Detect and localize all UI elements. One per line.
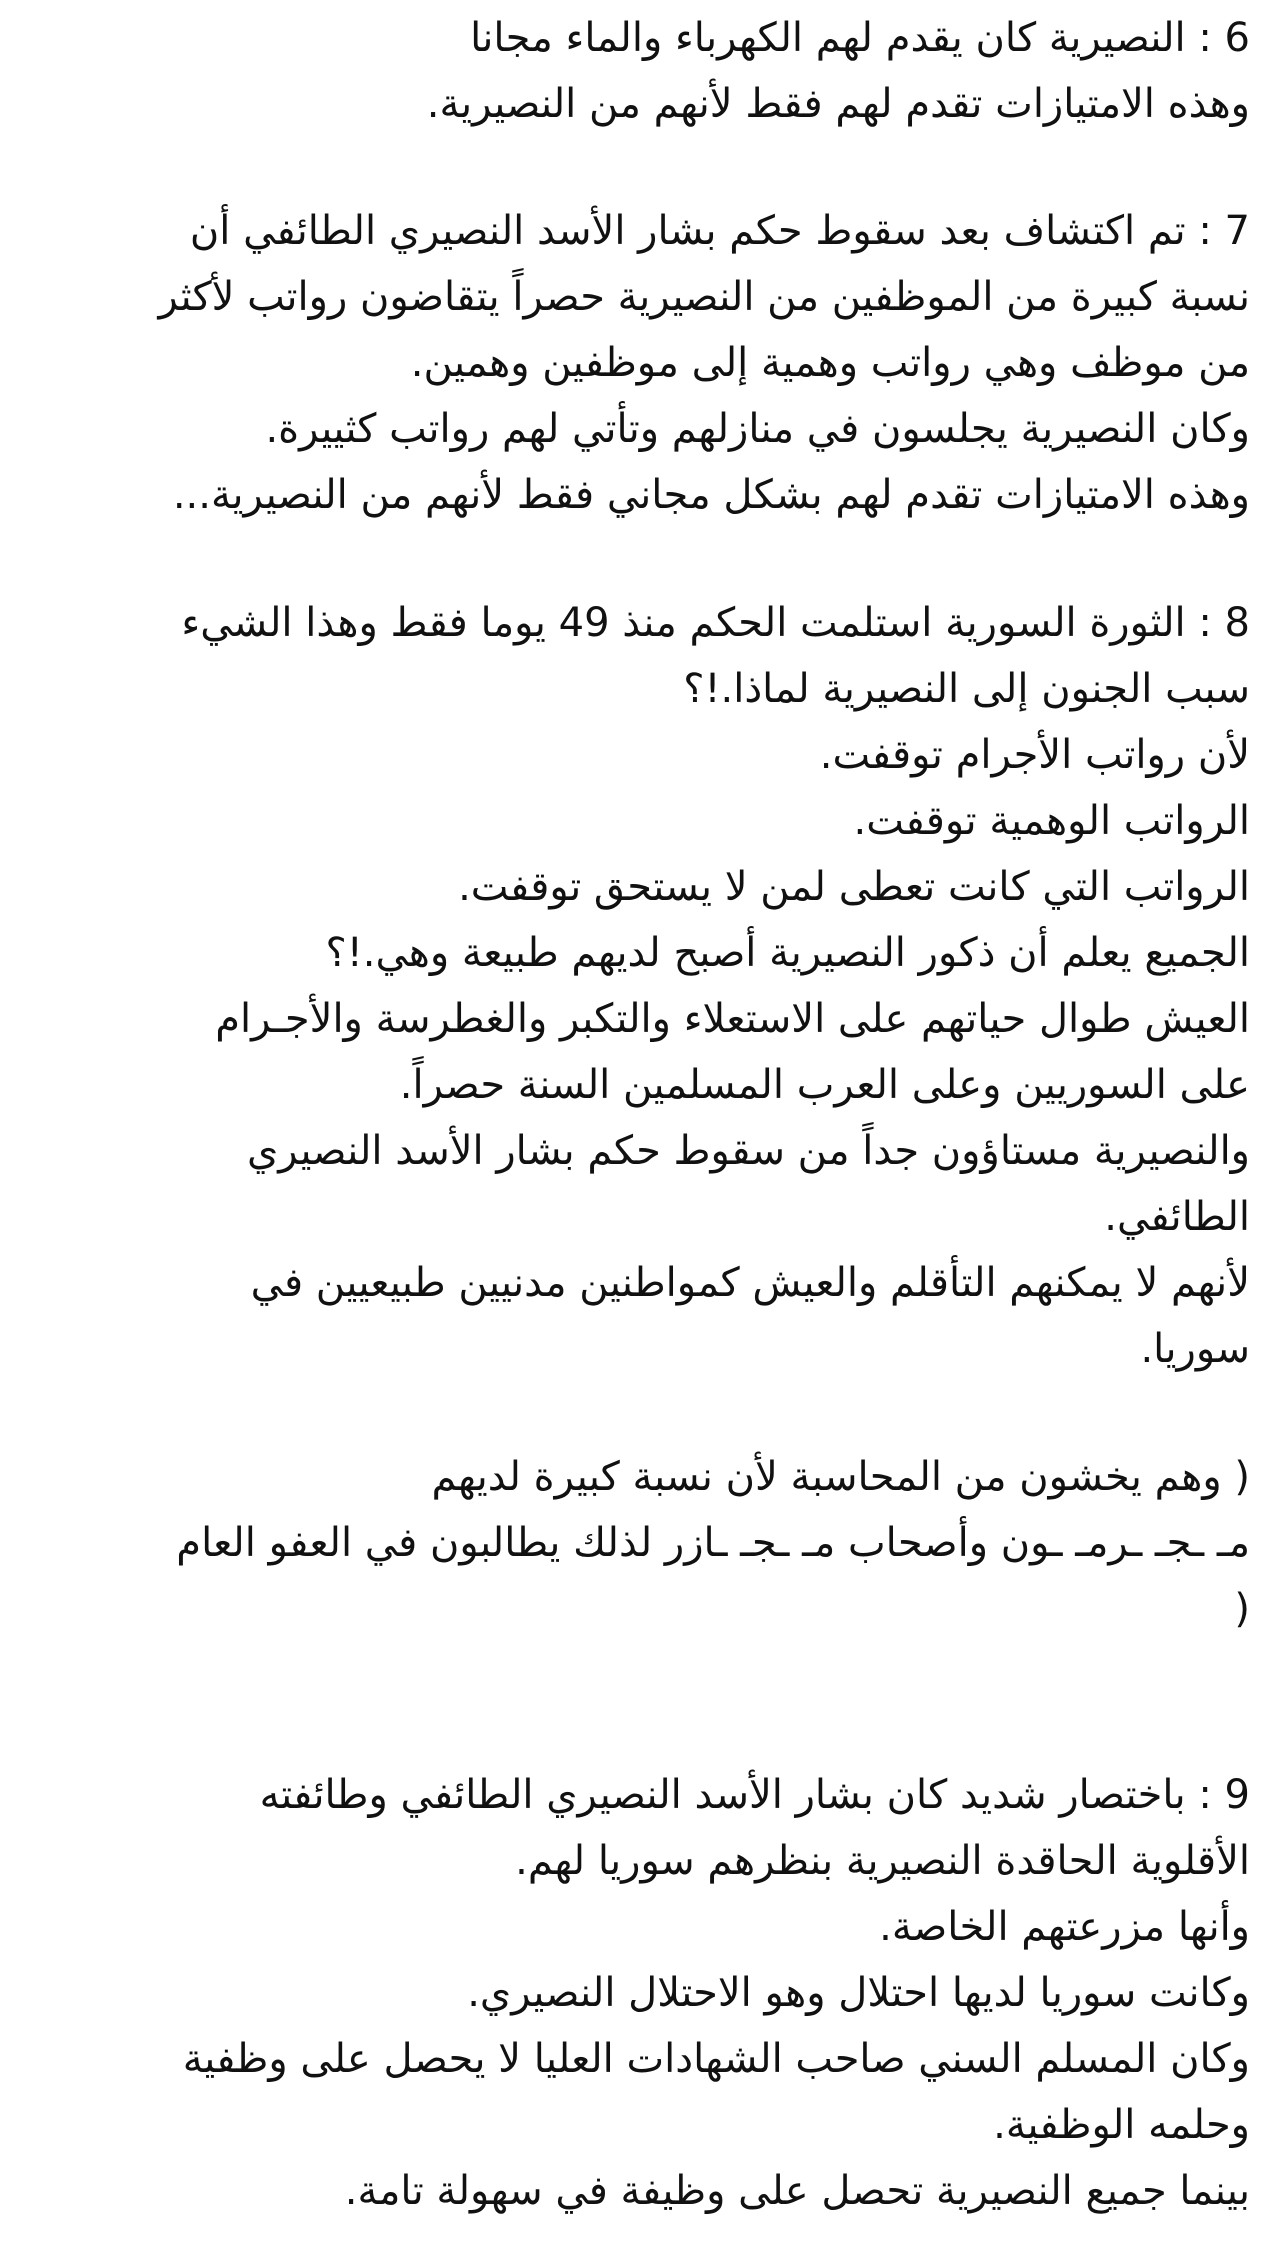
text-line: وهذه الامتيازات تقدم لهم فقط لأنهم من النصيرية.	[426, 81, 1250, 127]
text-line: من موظف وهي رواتب وهمية إلى موظفين وهمين.	[410, 340, 1250, 386]
text-line: 8 : الثورة السورية استلمت الحكم منذ 49 يوما فقط وهذا الشيء	[181, 600, 1250, 646]
text-line: العيش طوال حياتهم على الاستعلاء والتكبر والغطرسة والأجـرام	[215, 996, 1250, 1042]
text-line: 9 : باختصار شديد كان بشار الأسد النصيري الطائفي وطائفته	[259, 1772, 1250, 1818]
text-line: سبب الجنون إلى النصيرية لماذا.!؟	[683, 666, 1250, 712]
text-line: ( وهم يخشون من المحاسبة لأن نسبة كبيرة لديهم	[431, 1454, 1250, 1500]
text-line: والنصيرية مستاؤون جداً من سقوط حكم بشار الأسد النصيري	[246, 1128, 1250, 1174]
text-line: سوريا.	[1140, 1326, 1250, 1372]
text-line: بينما جميع النصيرية تحصل على وظيفة في سهولة تامة.	[344, 2168, 1250, 2214]
text-line: الأقلوية الحاقدة النصيرية بنظرهم سوريا لهم.	[515, 1838, 1250, 1884]
text-line: الطائفي.	[1104, 1194, 1250, 1240]
text-line: وكان المسلم السني صاحب الشهادات العليا لا يحصل على وظفية	[182, 2036, 1250, 2082]
text-line: على السوريين وعلى العرب المسلمين السنة حصراً.	[399, 1062, 1250, 1108]
text-line: 7 : تم اكتشاف بعد سقوط حكم بشار الأسد النصيري الطائفي أن	[189, 208, 1250, 254]
text-line: مـ ـجـ ـرمـ ـون وأصحاب مـ ـجـ ـازر لذلك يطالبون في العفو العام	[176, 1520, 1250, 1566]
text-line: وهذه الامتيازات تقدم لهم بشكل مجاني فقط لأنهم من النصيرية...	[172, 472, 1250, 518]
text-line: وكانت سوريا لديها احتلال وهو الاحتلال النصيري.	[467, 1970, 1250, 2016]
text-line: الرواتب الوهمية توقفت.	[853, 798, 1250, 844]
text-line: 6 : النصيرية كان يقدم لهم الكهرباء والماء مجانا	[470, 15, 1250, 61]
text-line: لأنهم لا يمكنهم التأقلم والعيش كمواطنين مدنيين طبيعيين في	[250, 1260, 1250, 1306]
text-line: )	[1234, 1586, 1250, 1632]
text-line: لأن رواتب الأجرام توقفت.	[819, 732, 1250, 778]
text-line: وكان النصيرية يجلسون في منازلهم وتأتي لهم رواتب كثييرة.	[265, 406, 1250, 452]
text-line: وحلمه الوظفية.	[993, 2102, 1250, 2148]
text-line: وأنها مزرعتهم الخاصة.	[879, 1904, 1250, 1950]
text-line: الجميع يعلم أن ذكور النصيرية أصبح لديهم طبيعة وهي.!؟	[325, 930, 1250, 976]
text-line: نسبة كبيرة من الموظفين من النصيرية حصراً يتقاضون رواتب لأكثر	[158, 274, 1250, 320]
text-line: الرواتب التي كانت تعطى لمن لا يستحق توقفت.	[458, 864, 1250, 910]
